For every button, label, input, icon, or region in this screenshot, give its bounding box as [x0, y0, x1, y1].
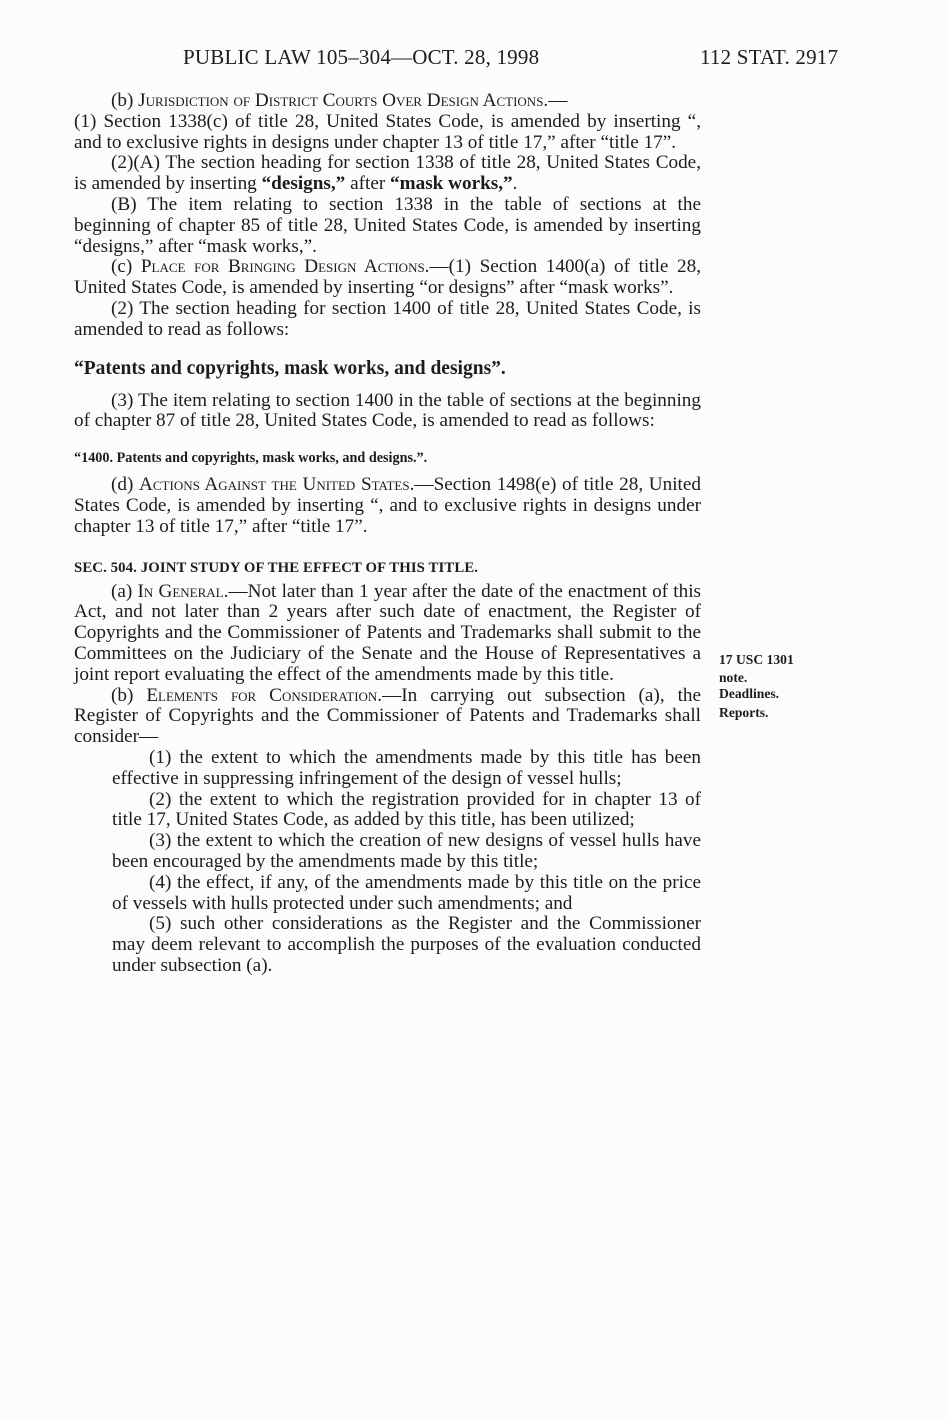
consideration-item-5: (5) such other considerations as the Register and the Commissioner may deem relevant to accomplish the purposes of the evaluation conducted under subsection (a). [112, 913, 701, 976]
paragraph-c3: (3) The item relating to section 1400 in the table of sections at the beginning of chapter 87 of title 28, United States Code, is amended to read as follows: [74, 389, 701, 432]
paragraph-c2: (2) The section heading for section 1400 of title 28, United States Code, is amended to read as follows: [74, 297, 701, 340]
margin-note-deadlines: Deadlines. [719, 686, 780, 701]
subsection-b-heading: (b) Jurisdiction of District Courts Over Design Actions.— [111, 90, 568, 111]
section-504-heading: SEC. 504. JOINT STUDY OF THE EFFECT OF THIS TITLE. [74, 559, 479, 576]
section-504-subsection-a: (a) In General.—Not later than 1 year after the date of the enactment of this Act, and not later than 2 years after such date of enactment, the Register of Copyrights and the Commissioner of Patents and Trademarks shall submit to the Committees on the Judiciary of the Senate and the House of Representatives a joint report evaluating the effect of the amendments made by this title. [74, 580, 701, 685]
running-header-title: PUBLIC LAW 105–304—OCT. 28, 1998 [183, 45, 540, 69]
paragraph-b1: (1) Section 1338(c) of title 28, United States Code, is amended by inserting “, and to exclusive rights in designs under chapter 13 of title 17,” after “title 17”. [74, 110, 701, 153]
section-504-subsection-b: (b) Elements for Consideration.—In carrying out subsection (a), the Register of Copyrights and the Commissioner of Patents and Trademarks shall consider— [74, 684, 702, 748]
table-of-sections-item: “1400. Patents and copyrights, mask works, and designs.”. [74, 450, 428, 467]
margin-note-note: note. [719, 670, 748, 685]
paragraph-b2b: (B) The item relating to section 1338 in the table of sections at the beginning of chapter 85 of title 28, United States Code, is amended by inserting “designs,” after “mask works,”. [74, 193, 701, 257]
margin-note-reports: Reports. [719, 705, 769, 720]
margin-note-usc: 17 USC 1301 [719, 652, 794, 667]
subsection-d: (d) Actions Against the United States.—Section 1498(e) of title 28, United States Code, is amended by inserting “, and to exclusive rights in designs under chapter 13 of title 17,” after “title 17”. [74, 474, 701, 537]
section-heading-quote: “Patents and copyrights, mask works, and designs”. [74, 357, 506, 379]
page-body [74, 91, 701, 977]
consideration-item-2: (2) the extent to which the registration provided for in chapter 13 of title 17, United States Code, as added by this title, has been utilized; [112, 788, 701, 831]
consideration-item-3: (3) the extent to which the creation of new designs of vessel hulls have been encouraged by the amendments made by this title; [112, 830, 701, 872]
margin-notes [719, 652, 829, 721]
paragraph-b2a: (2)(A) The section heading for section 1338 of title 28, United States Code, is amended by inserting “designs,” after “mask works,”. [74, 152, 701, 195]
subsection-c: (c) Place for Bringing Design Actions.—(1) Section 1400(a) of title 28, United States Code, is amended by inserting “or designs” after “mask works”. [74, 256, 701, 299]
consideration-item-4: (4) the effect, if any, of the amendments made by this title on the price of vessels with hulls protected under such amendments; and [112, 871, 701, 914]
consideration-item-1: (1) the extent to which the amendments made by this title has been effective in suppressing infringement of the design of vessel hulls; [112, 746, 701, 789]
running-header-page: 112 STAT. 2917 [700, 45, 839, 69]
